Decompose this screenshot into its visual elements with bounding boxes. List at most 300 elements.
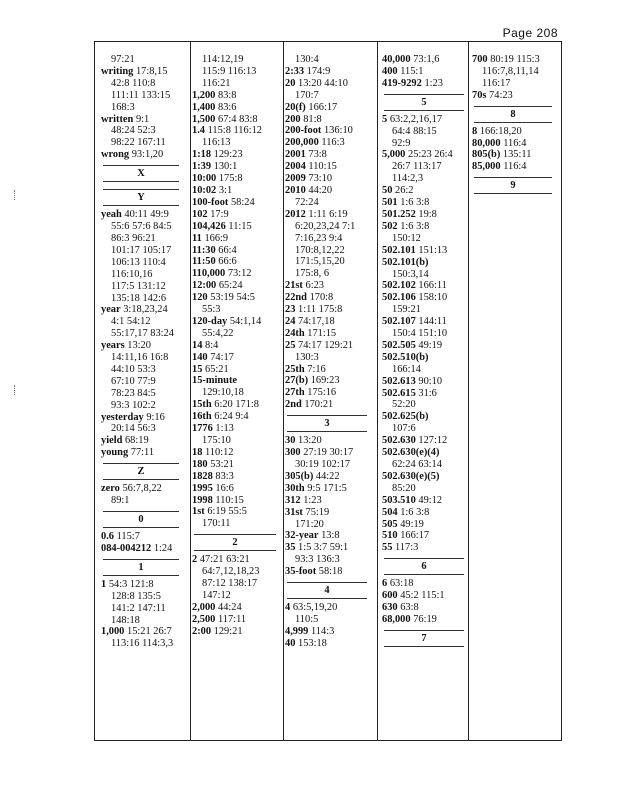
section-rule xyxy=(103,575,179,576)
page-line-refs: 127:12 xyxy=(418,435,448,447)
index-term: 502.101(b) xyxy=(382,256,429,268)
index-entry xyxy=(382,257,472,269)
page-line-refs: 73:8 xyxy=(308,149,327,161)
index-entry-continuation: 110:5 xyxy=(295,613,319,625)
index-entry xyxy=(192,161,284,173)
section-rule xyxy=(287,431,367,432)
index-term: 600 xyxy=(382,590,398,602)
section-letter: Z xyxy=(137,466,145,478)
index-entry xyxy=(285,495,375,507)
index-term: 200,000 xyxy=(285,137,319,149)
index-term: 502.107 xyxy=(382,316,416,328)
index-term: 2:33 xyxy=(285,65,305,77)
section-rule xyxy=(103,181,179,182)
index-term: 2010 xyxy=(285,184,306,196)
index-entry xyxy=(192,399,284,411)
index-entry xyxy=(472,126,560,138)
page-line-refs: 175:8 xyxy=(218,173,243,185)
page-line-refs: 26:2 xyxy=(395,185,414,197)
index-entry-continuation: 170:8,12,22 xyxy=(295,244,345,256)
index-entry-continuation: 87:12 138:17 xyxy=(202,578,258,590)
index-term: 24th xyxy=(285,327,305,339)
index-term: 2004 xyxy=(285,161,306,173)
section-rule xyxy=(103,463,179,464)
page-line-refs: 17:8,15 xyxy=(135,65,168,77)
index-column-4 xyxy=(382,54,472,650)
index-term: 1995 xyxy=(192,482,213,494)
index-term: 0.6 xyxy=(101,531,114,542)
index-entry xyxy=(382,411,472,423)
page-line-refs: 6:19 55:5 xyxy=(207,506,247,518)
index-entry xyxy=(382,530,472,542)
page-line-refs: 74:17 129:21 xyxy=(298,339,354,351)
section-header xyxy=(101,507,187,531)
index-entry-continuation: 62:24 63:14 xyxy=(392,459,442,470)
index-term: 502.615 xyxy=(382,387,416,399)
index-entry xyxy=(382,352,472,364)
index-term: 50 xyxy=(382,185,393,197)
page-line-refs: 129:21 xyxy=(213,625,243,637)
index-entry-continuation: 130:4 xyxy=(295,54,319,65)
index-entry xyxy=(472,161,560,173)
page-line-refs: 17:9 xyxy=(210,208,229,220)
index-column-3 xyxy=(285,54,375,650)
index-entry-continuation: 159:21 xyxy=(392,304,421,316)
scan-margin-mark xyxy=(14,385,16,395)
index-entry-continuation: 107:6 xyxy=(392,423,416,435)
index-term: 55 xyxy=(382,542,393,554)
index-term: 084-004212 xyxy=(101,542,152,554)
index-entry-continuation: 93:3 102:2 xyxy=(111,399,156,411)
index-entry xyxy=(192,447,284,459)
index-entry-continuation: 170:7 xyxy=(295,89,319,101)
section-letter: 4 xyxy=(324,585,330,597)
index-entry xyxy=(285,340,375,352)
index-entry-continuation: 175:8, 6 xyxy=(295,268,330,280)
index-entry xyxy=(101,114,187,126)
page-line-refs: 75:19 xyxy=(305,506,330,518)
page-line-refs: 25:23 26:4 xyxy=(408,149,453,161)
page-line-refs: 169:23 xyxy=(310,375,340,387)
index-entry xyxy=(285,292,375,304)
index-entry xyxy=(285,102,375,114)
index-entry-continuation: 20:14 56:3 xyxy=(111,423,156,435)
index-entry-continuation: 116:7,8,11,14 xyxy=(482,65,539,77)
index-entry xyxy=(382,221,472,233)
index-term: 11:50 xyxy=(192,256,216,268)
index-entry-continuation: 55:3 xyxy=(202,304,221,316)
index-term: 502 xyxy=(382,220,398,232)
index-term: yesterday xyxy=(101,411,144,423)
index-entry-continuation: 55:17,17 83:24 xyxy=(111,328,174,340)
page-line-refs: 13:20 xyxy=(298,435,322,447)
index-term: 400 xyxy=(382,65,398,77)
index-entry-continuation: 78:23 84:5 xyxy=(111,387,156,399)
page-line-refs: 1:11 6:19 xyxy=(308,208,348,220)
index-term: 1776 xyxy=(192,423,213,435)
index-entry-continuation: 86:3 96:21 xyxy=(111,232,156,244)
index-entry-continuation: 171:20 xyxy=(295,518,324,530)
index-term: 305(b) xyxy=(285,470,314,482)
index-entry xyxy=(285,173,375,185)
index-term: 35-foot xyxy=(285,566,317,578)
page-line-refs: 129:23 xyxy=(213,149,243,161)
index-term: 80,000 xyxy=(472,137,501,149)
section-rule xyxy=(384,646,464,647)
section-rule xyxy=(287,598,367,599)
page-line-refs: 66:4 xyxy=(218,244,237,256)
index-entry xyxy=(472,54,560,66)
section-header xyxy=(382,90,472,114)
index-entry xyxy=(192,471,284,483)
index-term: 502.630(e)(5) xyxy=(382,470,440,482)
index-entry xyxy=(285,161,375,173)
index-term: 2 xyxy=(192,554,198,566)
section-header xyxy=(472,173,560,197)
index-term: 20(f) xyxy=(285,101,306,113)
index-entry-continuation: 114:2,3 xyxy=(392,173,424,185)
section-header xyxy=(101,185,187,209)
page-line-refs: 45:2 115:1 xyxy=(400,590,445,602)
page-line-refs: 1:11 175:8 xyxy=(298,304,343,316)
index-entry-continuation: 116:21 xyxy=(202,77,231,89)
index-term: written xyxy=(101,113,134,125)
index-term: 25 xyxy=(285,339,296,351)
index-entry xyxy=(101,412,187,424)
section-rule xyxy=(384,558,464,559)
index-entry xyxy=(192,292,284,304)
page-line-refs: 175:16 xyxy=(307,387,337,399)
index-term: 23 xyxy=(285,304,296,316)
page-line-refs: 8:4 xyxy=(205,339,219,351)
page-line-refs: 77:11 xyxy=(130,447,155,459)
index-term: zero xyxy=(101,483,120,495)
index-entry-continuation: 6:20,23,24 7:1 xyxy=(295,220,356,232)
page-line-refs: 3:1 xyxy=(218,184,233,196)
page-line-refs: 73:1,6 xyxy=(413,54,440,65)
section-header xyxy=(382,554,472,578)
page-line-refs: 1:6 3:8 xyxy=(400,197,430,209)
index-entry-continuation: 89:1 xyxy=(111,495,130,507)
page-line-refs: 67:4 83:8 xyxy=(218,113,258,125)
index-term: 504 xyxy=(382,506,398,518)
page-line-refs: 63:8 xyxy=(400,602,419,614)
index-entry xyxy=(285,435,375,447)
index-entry xyxy=(382,114,472,126)
index-entry-continuation: 117:5 131:12 xyxy=(111,280,166,292)
index-term: 27(b) xyxy=(285,375,309,387)
index-entry-continuation: 150:4 151:10 xyxy=(392,328,448,340)
page-line-refs: 170:21 xyxy=(304,399,334,411)
index-term: 22nd xyxy=(285,292,307,304)
index-term: 110,000 xyxy=(192,268,226,280)
index-entry-continuation: 166:14 xyxy=(392,363,421,375)
index-entry xyxy=(192,268,284,280)
index-term: 1,400 xyxy=(192,101,216,113)
section-rule xyxy=(287,582,367,583)
index-term: 502.510(b) xyxy=(382,351,429,363)
index-term: 10:00 xyxy=(192,173,217,185)
index-entry-continuation: 150:12 xyxy=(392,232,421,244)
index-term: 25th xyxy=(285,363,305,375)
section-rule xyxy=(103,189,179,190)
index-entry xyxy=(192,114,284,126)
index-term: 5,000 xyxy=(382,149,406,161)
index-entry-continuation: 170:11 xyxy=(202,518,231,530)
index-entry xyxy=(192,149,284,161)
page-line-refs: 110:15 xyxy=(215,494,244,506)
index-entry-continuation: 72:24 xyxy=(295,196,319,208)
index-term: 2:00 xyxy=(192,625,212,637)
page-line-refs: 9:1 xyxy=(135,113,150,125)
index-entry xyxy=(382,316,472,328)
index-entry-continuation: 67:10 77:9 xyxy=(111,375,156,387)
section-rule xyxy=(474,193,552,194)
page-number-label: Page 208 xyxy=(502,26,558,40)
section-letter: 1 xyxy=(138,561,144,573)
index-entry xyxy=(192,340,284,352)
index-page-frame xyxy=(94,41,562,741)
index-term: 1.4 xyxy=(192,125,205,137)
section-rule xyxy=(103,205,179,206)
index-term: 200 xyxy=(285,113,301,125)
index-term: 15 xyxy=(192,363,203,375)
index-entry xyxy=(192,233,284,245)
section-rule xyxy=(103,479,179,480)
index-term: 21st xyxy=(285,280,303,292)
section-header xyxy=(101,161,187,185)
index-column-1 xyxy=(101,54,187,650)
page-line-refs: 44:24 xyxy=(218,601,242,613)
section-rule xyxy=(194,550,276,551)
index-entry xyxy=(192,506,284,518)
page-line-refs: 166:17 xyxy=(308,101,338,113)
index-entry-continuation: 52:20 xyxy=(392,399,416,411)
index-entry-continuation: 168:3 xyxy=(111,101,135,113)
index-term: 35 xyxy=(285,542,296,554)
page-line-refs: 54:3 121:8 xyxy=(108,578,154,590)
section-rule xyxy=(103,527,179,528)
page-line-refs: 110:12 xyxy=(205,446,234,458)
page-line-refs: 9:16 xyxy=(146,411,165,423)
page-line-refs: 83:6 xyxy=(218,101,237,113)
page-line-refs: 54:1,14 xyxy=(229,315,262,327)
index-term: 24 xyxy=(285,315,296,327)
index-entry xyxy=(285,626,375,638)
index-term: 200-foot xyxy=(285,125,322,137)
section-letter: 2 xyxy=(232,537,238,549)
index-entry-continuation: 130:3 xyxy=(295,351,319,363)
section-rule xyxy=(194,534,276,535)
index-term: 8 xyxy=(472,125,478,137)
index-term: 32-year xyxy=(285,530,319,542)
page-line-refs: 1:6 3:8 xyxy=(400,220,430,232)
index-term: year xyxy=(101,304,121,316)
page-line-refs: 83:8 xyxy=(218,89,237,101)
index-entry-continuation: 101:17 105:17 xyxy=(111,244,172,256)
page-line-refs: 1:24 xyxy=(153,542,173,554)
page-line-refs: 47:21 63:21 xyxy=(199,554,250,566)
index-entry xyxy=(382,542,472,554)
index-entry xyxy=(192,423,284,435)
section-letter: 9 xyxy=(510,180,516,192)
page-line-refs: 63:18 xyxy=(389,578,414,590)
index-term: 104,426 xyxy=(192,220,226,232)
section-letter: 6 xyxy=(421,561,427,573)
section-rule xyxy=(287,415,367,416)
page-line-refs: 93:1,20 xyxy=(131,149,164,161)
index-term: 1828 xyxy=(192,470,213,482)
section-letter: 3 xyxy=(324,418,330,430)
index-term: 15-minute xyxy=(192,375,238,387)
index-term: 1:18 xyxy=(192,149,212,161)
index-entry-continuation: 93:3 136:3 xyxy=(295,554,340,566)
index-term: years xyxy=(101,340,125,352)
index-entry-continuation: 44:10 53:3 xyxy=(111,363,156,375)
section-rule xyxy=(103,165,179,166)
index-entry xyxy=(382,590,472,602)
index-term: 502.613 xyxy=(382,375,416,387)
index-term: 2009 xyxy=(285,173,306,185)
page-line-refs: 63:2,2,16,17 xyxy=(389,113,443,125)
index-entry xyxy=(192,90,284,102)
index-entry-continuation: 55:4,22 xyxy=(202,327,234,339)
index-term: 40,000 xyxy=(382,54,411,65)
page-line-refs: 76:19 xyxy=(413,613,437,625)
index-entry-continuation: 129:10,18 xyxy=(202,387,244,399)
index-entry-continuation: 147:12 xyxy=(202,589,231,601)
index-entry xyxy=(192,256,284,268)
index-term: 312 xyxy=(285,494,301,506)
page-line-refs: 151:13 xyxy=(418,244,448,256)
index-term: 6 xyxy=(382,578,388,590)
page-line-refs: 170:8 xyxy=(309,292,334,304)
index-entry xyxy=(101,304,187,316)
index-term: 2012 xyxy=(285,208,306,220)
page-line-refs: 65:21 xyxy=(205,363,229,375)
index-term: 805(b) xyxy=(472,149,501,161)
index-column-2 xyxy=(192,54,284,638)
index-entry xyxy=(285,364,375,376)
index-entry xyxy=(101,209,187,221)
page-line-refs: 171:15 xyxy=(307,327,337,339)
index-term: 502.630(e)(4) xyxy=(382,447,440,459)
index-entry xyxy=(192,364,284,376)
index-term: 30 xyxy=(285,435,296,447)
index-entry-continuation: 48:24 52:3 xyxy=(111,125,156,137)
index-entry xyxy=(382,614,472,626)
page-line-refs: 90:10 xyxy=(418,375,443,387)
section-rule xyxy=(384,94,464,95)
index-entry xyxy=(382,578,472,590)
index-entry xyxy=(101,543,187,555)
index-term: 1998 xyxy=(192,494,213,506)
index-term: yeah xyxy=(101,209,122,221)
index-entry-continuation: 116:17 xyxy=(482,77,511,89)
section-rule xyxy=(384,574,464,575)
index-entry xyxy=(285,530,375,542)
index-entry xyxy=(472,90,560,102)
index-term: 300 xyxy=(285,447,301,459)
index-term: 120 xyxy=(192,292,208,304)
page-line-refs: 110:15 xyxy=(308,161,337,173)
page-line-refs: 114:3 xyxy=(311,625,335,637)
index-term: 502.505 xyxy=(382,339,416,351)
index-entry xyxy=(101,447,187,459)
index-entry xyxy=(192,209,284,221)
page-line-refs: 153:18 xyxy=(298,637,327,649)
index-entry-continuation: 30:19 102:17 xyxy=(295,459,351,470)
section-letter: 5 xyxy=(421,96,427,108)
page-line-refs: 6:24 9:4 xyxy=(214,411,249,423)
index-term: 15th xyxy=(192,399,212,411)
page-line-refs: 117:11 xyxy=(218,613,247,625)
index-entry xyxy=(285,304,375,316)
page-line-refs: 31:6 xyxy=(418,387,437,399)
page-line-refs: 56:7,8,22 xyxy=(122,483,162,495)
page-line-refs: 44:22 xyxy=(315,470,340,482)
index-entry xyxy=(382,376,472,388)
page-line-refs: 16:6 xyxy=(215,482,234,494)
page-line-refs: 68:19 xyxy=(124,435,149,447)
index-entry xyxy=(285,209,375,221)
scan-margin-mark xyxy=(14,190,16,200)
section-letter: X xyxy=(137,168,145,180)
index-entry xyxy=(382,471,472,483)
page-line-refs: 49:19 xyxy=(400,518,424,530)
page-line-refs: 117:3 xyxy=(395,542,419,554)
index-term: 140 xyxy=(192,351,208,363)
index-term: 630 xyxy=(382,602,398,614)
index-entry xyxy=(285,114,375,126)
column-divider xyxy=(377,42,378,740)
index-entry xyxy=(382,447,472,459)
index-entry xyxy=(192,614,284,626)
page-line-refs: 15:21 26:7 xyxy=(127,626,172,638)
page-line-refs: 19:8 xyxy=(418,208,437,220)
index-term: 1,500 xyxy=(192,113,216,125)
index-entry xyxy=(192,173,284,185)
index-entry xyxy=(285,602,375,614)
page-line-refs: 7:16 xyxy=(307,363,326,375)
index-entry-continuation: 148:18 xyxy=(111,614,140,626)
page-line-refs: 73:10 xyxy=(308,173,333,185)
index-entry xyxy=(285,328,375,340)
index-entry xyxy=(285,566,375,578)
index-entry xyxy=(285,149,375,161)
index-entry xyxy=(382,602,472,614)
index-entry xyxy=(382,495,472,507)
index-entry xyxy=(192,245,284,257)
page-line-refs: 116:4 xyxy=(503,161,527,173)
page-line-refs: 81:8 xyxy=(303,113,322,125)
index-entry xyxy=(285,185,375,197)
page-line-refs: 1:6 3:8 xyxy=(400,506,430,518)
page-line-refs: 83:3 xyxy=(215,470,234,482)
index-term: 180 xyxy=(192,458,208,470)
page-line-refs: 136:10 xyxy=(323,125,353,137)
section-header xyxy=(101,459,187,483)
index-entry xyxy=(382,209,472,221)
index-entry xyxy=(285,483,375,495)
page-line-refs: 73:12 xyxy=(227,268,252,280)
index-entry xyxy=(382,280,472,292)
index-entry-continuation: 128:8 135:5 xyxy=(111,590,161,602)
index-entry xyxy=(192,280,284,292)
index-term: writing xyxy=(101,65,134,77)
index-term: 30th xyxy=(285,482,305,494)
page-line-refs: 74:17,18 xyxy=(298,315,335,327)
